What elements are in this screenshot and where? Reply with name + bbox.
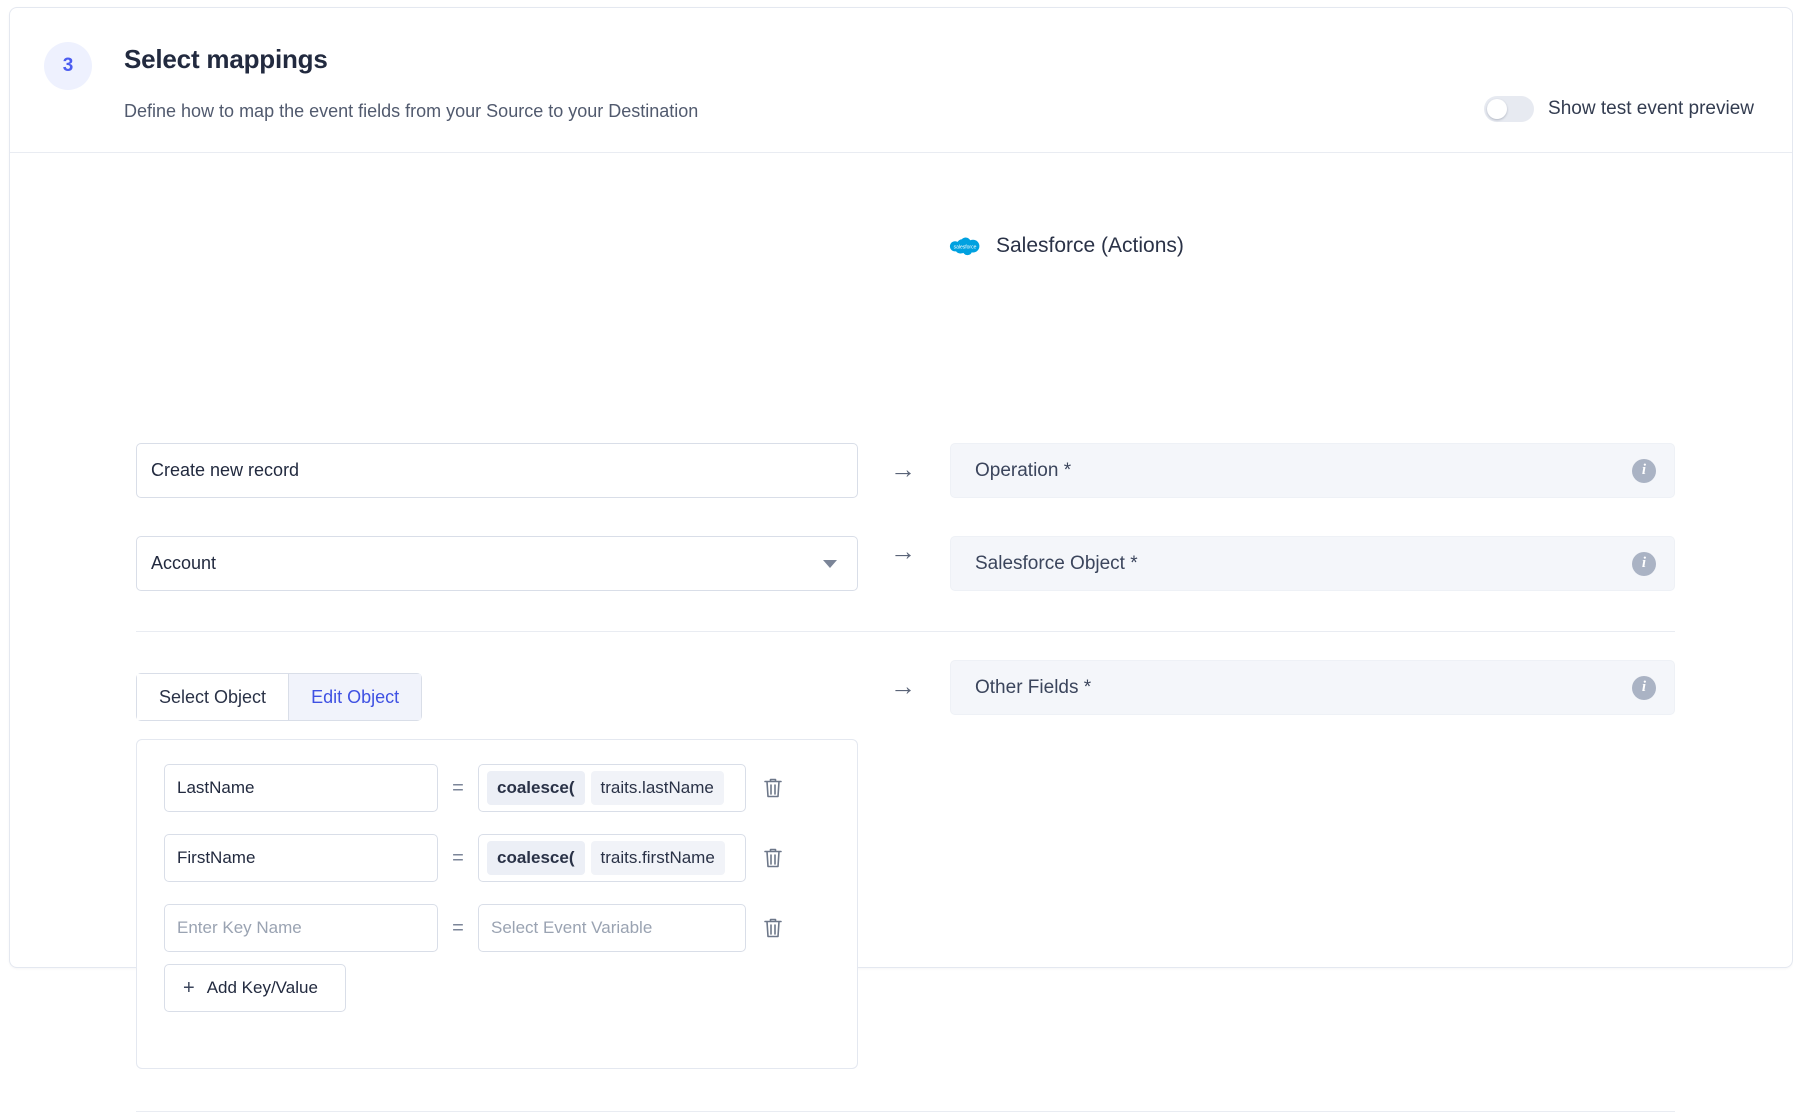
arrow-right-icon: → (890, 536, 916, 566)
event-variable-input[interactable] (478, 764, 746, 812)
key-name-input[interactable]: Enter Key Name (164, 904, 438, 952)
salesforce-object-field-box (950, 536, 1675, 591)
equals-sign: = (452, 916, 464, 939)
page-title: Select mappings (124, 44, 328, 74)
object-mode-tabs[interactable] (136, 673, 422, 721)
add-key-value-button[interactable] (164, 964, 346, 1012)
key-value-panel (136, 739, 858, 1069)
trash-icon[interactable] (762, 846, 784, 870)
equals-sign: = (452, 846, 464, 869)
step-header (10, 8, 1792, 153)
table-row (164, 904, 784, 952)
chevron-down-icon[interactable] (823, 560, 837, 568)
info-icon[interactable]: i (1632, 676, 1656, 700)
add-key-value-label: Add Key/Value (206, 978, 318, 997)
table-row (164, 834, 784, 882)
info-icon[interactable]: i (1632, 552, 1656, 576)
mapping-row-operation (136, 443, 858, 498)
key-name-input[interactable]: LastName (164, 764, 438, 812)
section-divider (136, 631, 1675, 632)
tab-edit-object[interactable]: Edit Object (288, 674, 421, 720)
event-variable-input[interactable]: Select Event Variable (478, 904, 746, 952)
value-variable-chip: traits.lastName (591, 771, 724, 805)
arrow-right-icon: → (890, 671, 916, 701)
destination-name: Salesforce (Actions) (996, 234, 1184, 257)
mappings-card (9, 7, 1793, 999)
toggle-knob (1487, 99, 1507, 119)
svg-text:salesforce: salesforce (953, 244, 977, 251)
trash-icon[interactable] (762, 916, 784, 940)
salesforce-object-select[interactable] (136, 536, 858, 591)
arrow-right-icon: → (890, 454, 916, 484)
destination-header (950, 234, 1184, 258)
operation-field (950, 443, 1675, 498)
step-number-badge: 3 (44, 42, 92, 90)
operation-field-box (950, 443, 1675, 498)
value-function-chip: coalesce( (487, 841, 585, 875)
operation-field-label: Operation * (975, 459, 1072, 481)
value-function-chip: coalesce( (487, 771, 585, 805)
event-variable-input[interactable] (478, 834, 746, 882)
equals-sign: = (452, 776, 464, 799)
mapping-row-salesforce-object (136, 536, 858, 591)
test-event-preview-toggle-group[interactable] (1484, 96, 1754, 122)
salesforce-object-value: Account (151, 553, 217, 573)
operation-input[interactable]: Create new record (136, 443, 858, 498)
other-fields-field (950, 660, 1675, 715)
salesforce-cloud-icon (950, 235, 980, 257)
other-fields-box (950, 660, 1675, 715)
tab-select-object[interactable]: Select Object (137, 674, 288, 720)
trash-icon[interactable] (762, 776, 784, 800)
table-row (164, 764, 784, 812)
page-subtitle: Define how to map the event fields from your Source to your Destination (124, 101, 699, 121)
show-test-event-preview-label: Show test event preview (1548, 98, 1754, 119)
info-icon[interactable]: i (1632, 459, 1656, 483)
value-variable-chip: traits.firstName (591, 841, 725, 875)
key-name-input[interactable]: FirstName (164, 834, 438, 882)
plus-icon: + (183, 977, 195, 999)
salesforce-object-field-label: Salesforce Object * (975, 552, 1138, 574)
salesforce-object-field (950, 536, 1675, 591)
show-test-event-preview-toggle[interactable] (1484, 96, 1534, 122)
other-fields-label: Other Fields * (975, 676, 1092, 698)
